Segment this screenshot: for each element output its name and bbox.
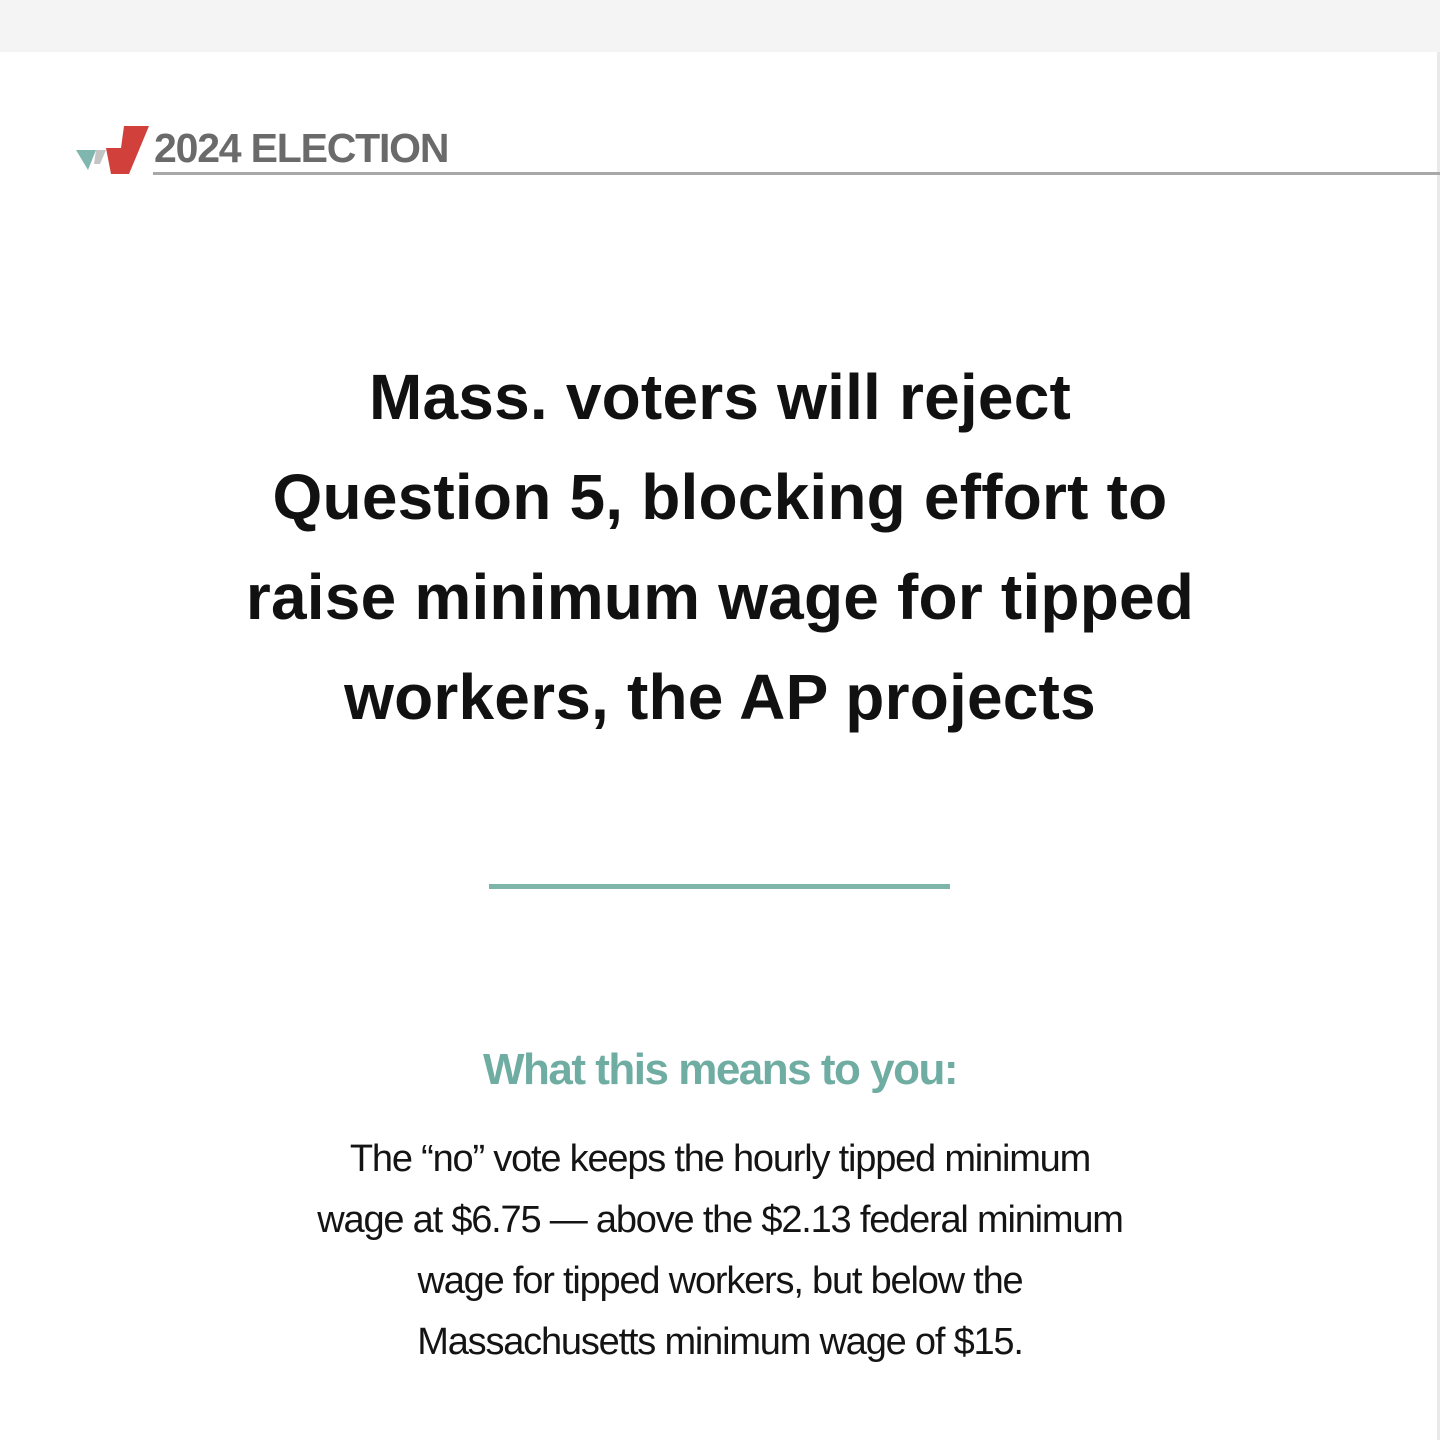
- explainer-line: wage at $6.75 — above the $2.13 federal minimum: [317, 1199, 1123, 1241]
- divider: [489, 884, 950, 889]
- explainer-line: The “no” vote keeps the hourly tipped minimum: [349, 1138, 1091, 1180]
- headline-line: workers, the AP projects: [344, 661, 1096, 733]
- election-checkmark-logo-icon: [76, 126, 152, 176]
- top-bar: [0, 0, 1440, 52]
- headline-line: raise minimum wage for tipped: [245, 561, 1195, 633]
- headline: [120, 347, 1320, 747]
- section-header: [76, 120, 1440, 178]
- section-label[interactable]: 2024 ELECTION: [154, 125, 449, 171]
- explainer-heading: What this means to you:: [483, 1045, 957, 1094]
- explainer-line: Massachusetts minimum wage of $15.: [417, 1321, 1023, 1363]
- explainer-line: wage for tipped workers, but below the: [417, 1260, 1023, 1302]
- headline-line: Question 5, blocking effort to: [272, 461, 1168, 533]
- headline-line: Mass. voters will reject: [368, 361, 1072, 433]
- section-rule: [153, 172, 1440, 175]
- explainer-body: [200, 1129, 1240, 1373]
